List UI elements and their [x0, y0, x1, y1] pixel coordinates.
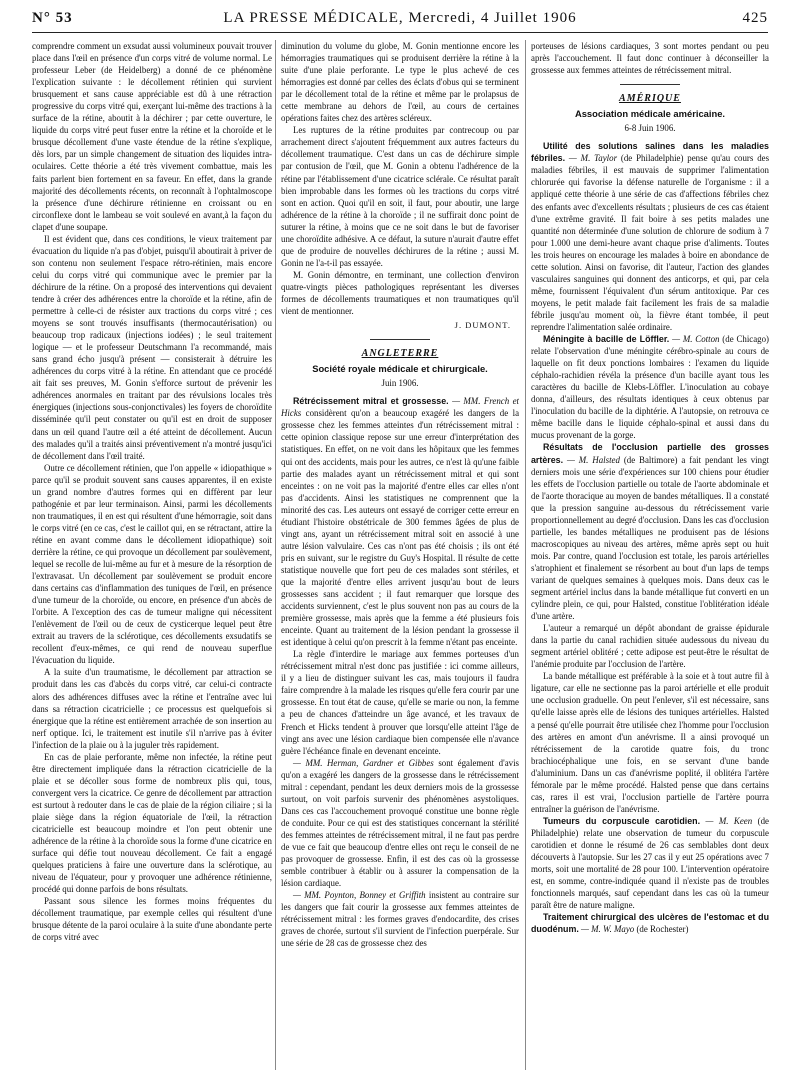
- paragraph: En cas de plaie perforante, même non infectée, la rétine peut être directement impliquée dans la rétraction cicatricielle de la plaie et se décoller sous forme de nombreux plis qui, tous, convergent vers la cicatrice. Ce genre de décollement par attraction est surtout à redouter dans le cas de plaie de la région ciliaire ; si la plaie siège dans la région équatoriale de l'œil, la rétraction cicatricielle est beaucoup moindre et l'on peut obtenir une adhérence de la rétine à la choroïde sous la forme d'une cicatrice en surface qui défie tout nouveau décollement. Ce fait a engagé quelques praticiens à faire une ouverture dans la sclérotique, au niveau de l'équateur, pour y provoquer une adhérence rétinienne, procédé qui donne parfois de bons résultats.: [32, 751, 272, 895]
- session-date: 6-8 Juin 1906.: [624, 123, 676, 134]
- article: [531, 911, 769, 935]
- article-body: considèrent qu'on a beaucoup exagéré les dangers de la grossesse chez les femmes atteintes d'un rétrécissement mitral : cette opinion classique repose sur une erreur d'interprétation des statistiques. En effet, on ne voit dans les hôpitaux que les femmes qui ont des accidents, mais pour les autres, ce n'est là qu'une faible partie des malades ayant un rétrécissement mitral et qui sont enceintes : on ne voit pas la majorité d'entre elles car elles n'ont pas d'accidents. Ainsi les statistiques ne comprennent que la minorité des cas. Les auteurs ont essayé de corriger cette erreur en étudiant l'histoire obstétricale de 300 femmes âgées de plus de vingt ans, ayant un rétrécissement mitral soit en associé à une autre lésion valvulaire. Ces cas n'ont pas été choisis ; ils ont été pris en suivant, sur le registre du Guy's Hospital. Il résulte de cette statistique nouvelle que fort peu de ces malades sont stériles, et que la majorité d'entre elles arrivent jusqu'au bout de leurs grossesses sans accident ; il faut remarquer que lorsque des accidents surviennent, c'est le plus souvent non pas au cours de la première grossesse, mais après que la femme a été plusieurs fois enceinte. Quant au traitement de la lésion pendant la grossesse il est identique à celui qu'on prescrit à la femme n'étant pas enceinte.: [281, 408, 519, 648]
- article: [281, 395, 519, 648]
- society-heading: Association médicale américaine.: [574, 108, 726, 120]
- article-authors: — M. Cotton: [672, 334, 720, 345]
- column-2: [281, 40, 519, 1072]
- issue-number: N° 53: [32, 10, 73, 26]
- society-heading: Société royale médicale et chirurgicale.: [312, 363, 488, 375]
- article-title: Utilité des solutions salines dans les maladies fébriles.: [531, 141, 769, 164]
- journal-title: [32, 10, 768, 27]
- journal-name: LA PRESSE MÉDICALE,: [223, 10, 404, 26]
- article: [531, 140, 769, 333]
- session-date: Juin 1906.: [381, 378, 419, 389]
- paragraph: La règle d'interdire le mariage aux femmes porteuses d'un rétrécissement mitral n'est donc pas justifiée : ici comme ailleurs, il y a lieu de distinguer suivant les cas, mais toujours il faudra faire comprendre à la malade les risques qu'elle fera courir par une grossesse. En tout état de cause, qu'elle se marie ou non, la femme a peu de chances d'atteindre un âge avancé, et les travaux de French et Hicks tendent à prouver que lorsqu'elle atteint l'âge de vingt ans avec une lésion cardiaque bien compensée elle n'avance guère l'échéance finale en devenant enceinte.: [281, 649, 519, 756]
- section-heading: AMÉRIQUE: [619, 93, 681, 105]
- article-body: (de Philadelphie) pense qu'au cours des maladies fébriles, il est mauvais de supprimer l'alimentation chlorurée qui favorise la défense naturelle de l'organisme : il a appliqué cette théorie à une série de cas d'affections fébriles chez des enfants avec d'excellents résultats ; plusieurs de ces cas étaient d'une extrême gravité. Il fait boire à ses petits malades une quantité non déterminée d'une solution de chlorure de sodium à 7 pour 1.000 une demi-heure avant chaque prise d'aliments. Toutes les trois heures on encourage les malades à boire en abondance de cette solution. Ainsi on favorise, dit l'auteur, l'action des glandes vasculaires sanguines qui donnent des anticorps, et qui, par cela même, fournissent l'équivalent d'un sérum antitoxique. Par ces moyens, le petit malade fait facilement les frais de sa maladie fébrile jusqu'au moment où, la fièvre étant tombée, il peut reprendre l'alimentation salée ordinaire.: [531, 153, 769, 332]
- paragraph: Outre ce décollement rétinien, que l'on appelle « idiopathique » parce qu'il se produit souvent sans causes apparentes, il en existe un grand nombre d'autres formes qui en diffèrent par leur pathogénie et par leur terminaison. Ainsi, parmi les décollements non traumatiques, il en est qui résultent d'une hémorragie, soit dans le corps vitré (en ce cas, c'est le caillot qui, en se rétractant, attire la rétine en avant comme dans le décollement idiopathique) soit derrière la rétine, ce qui provoque un décollement par soulèvement, lequel se recolle de lui-même au fur et à mesure de la résorption de l'extravasat. Un décollement par soulèvement se produit encore dans certains cas d'inflammation des tuniques de l'œil, en présence d'une tumeur de la choroïde, ou encore, en présence d'un abcès de l'orbite. A l'exception des cas de tumeur maligne qui nécessitent l'enlèvement de l'œil ou de ceux de cysticerque lequel peut être extrait au travers de la sclérotique, ces décollements exsudatifs se recollent d'eux-mêmes, ce qui rend de nouveau superflue l'évacuation du liquide.: [32, 462, 272, 666]
- paragraph: comprendre comment un exsudat aussi volumineux pouvait trouver place dans l'œil en présence d'un corps vitré de volume normal. Le professeur Leber (de Heidelberg) a donné de ce phénomène l'explication suivante : le décollement rétinien qui survient brusquement et sans cause appréciable est dû à une rétraction progressive du corps vitré qui, exerçant lui-même des tractions à la surface de la rétine, aboutit à la déchirer ; par cette ouverture, le liquide du corps vitré peut fuser entre la rétine et la choroïde et le brusque décollement d'une vaste étendue de la rétine s'explique, dès lors, par un simple changement de situation des liquides intra-oculaires. Cette théorie a été très vivement combattue, mais les faits parlent bien fortement en sa faveur. En effet, dans la grande majorité des décollements récents, on reconnaît à l'ophtalmoscope la présence d'une déchirure rétinienne en croissant ou en circonflexe dont le lambeau se voit soulevé en avant,à la façon du clapet d'une soupape.: [32, 41, 272, 232]
- article: [531, 333, 769, 441]
- article-authors: — M. W. Mayo: [581, 924, 635, 935]
- article-body: (de Baltimore) a fait pendant les vingt derniers mois une série d'expériences sur 100 chiens pour étudier les effets de l'occlusion partielle ou totale de l'aorte abdominale et de l'aorte thoracique au moyen de bandes métalliques. Il a constaté que la pression sanguine au-dessous du rétrécissement varie proportionnellement au degré d'occlusion. Dans les cas d'occlusion partielle, les bandes métalliques ne produisent pas de lésions macroscopiques au niveau des artères, même après sept ou huit mois. Par contre, quand l'occlusion est totale, les parois artérielles s'atrophient et finalement se résorbent au bout d'un laps de temps variant de quelques semaines à quelques mois. Dans deux cas le segment artériel inclus dans la bande métallique fut converti en un cylindre plein, ce qui, pour Halsted, constitue l'oblitération idéale d'une artère.: [531, 454, 769, 622]
- paragraph: Les ruptures de la rétine produites par contrecoup ou par arrachement direct s'ajoutent fréquemment aux autres facteurs du décollement traumatique. C'est dans un cas de déchirure simple par contusion de l'œil, que M. Gonin a obtenu l'adhérence de la rétine par l'établissement d'une cicatrice sclérale. Ce résultat paraît bien improbable dans les formes où les tractions du corps vitré sont en action. Quoi qu'il en soit, il faut, pour aboutir, une large adhérence de la rétine à la choroïde ; il ne suffirait donc point de suturer la rétine, à moins que ce ne soit dans le but de favoriser une choroïdite adhésive. A ce défaut, la suture n'aurait d'autre effet que de produire de nouvelles déchirures de la rétine ; aussi M. Gonin ne l'a-t-il pas essayée.: [281, 125, 519, 268]
- section-rule: [370, 339, 430, 340]
- paragraph: Il est évident que, dans ces conditions, le vieux traitement par évacuation du liquide n'a pas d'objet, puisqu'il aboutirait à priver de son contenu non seulement l'espace rétro-rétinien, mais encore celui du corps vitré qui communique avec le premier par la déchirure de la rétine. On a proposé des interventions qui devaient tendre à créer des adhérences entre la choroïde et la rétine, afin de permettre à celle-ci de résister aux tractions du corps vitré ; ces moyens se sont trouvés insuffisants (thermocautérisation) ou beaucoup trop radicaux (injections iodées) ; le seul traitement logique — et le professeur Deutschmann l'a recommandé, mais sans grand écho jusqu'à présent — consisterait à détruire les adhérences du corps vitré à la rétine. En attendant que ce procédé ait fait ses preuves, M. Gonin s'efforce surtout de prévenir les adhérences anormales en traitant par des révulsions locales très énergiques (injections sous-conjonctivales) les foyers de choroïdite disséminée qu'il peut constater ou qu'il est en droit de supposer dans un œil quand l'autre œil a été atteint de décollement. Aucun des malades qu'il a traités ainsi préventivement n'a montré jusqu'ici de décollement dans l'œil traité.: [32, 233, 272, 461]
- section-heading: ANGLETERRE: [361, 348, 439, 360]
- paragraph: porteuses de lésions cardiaques, 3 sont mortes pendant ou peu après l'accouchement. Il faut donc continuer à déconseiller la grossesse aux femmes atteintes de rétrécissement mitral.: [531, 41, 769, 76]
- article-body: (de Chicago) relate l'observation d'une méningite cérébro-spinale au cours de laquelle on fit deux ponctions lombaires : l'examen du liquide céphalo-rachidien révéla la présence d'un bacille ayant tous les caractères du bacille de Klebs-Löffler. L'inoculation au cobaye donna, d'ailleurs, des résultats identiques à ceux obtenus par l'inoculation du bacille de la diphtérie. A l'autopsie, on retrouva ce même bacille dans le liquide céphalo-spinal et aussi dans du mucus provenant de la gorge.: [531, 334, 769, 441]
- paragraph: A la suite d'un traumatisme, le décollement par attraction se produit dans les cas d'abcès du corps vitré, car celui-ci contracte alors des adhérences diffuses avec la rétine et l'entraîne avec lui dans sa rétraction cicatricielle ; ce processus est quelquefois si énergique que la rétine est entièrement arrachée de son insertion au nerf optique. Ici, le traitement est inutile s'il n'arrive pas à éviter l'infection de la plaie ou à la juguler très rapidement.: [32, 667, 272, 750]
- column-divider: [275, 40, 276, 1070]
- article-authors: — M. Keen: [705, 815, 753, 826]
- column-divider: [525, 40, 526, 1070]
- paragraph: M. Gonin démontre, en terminant, une collection d'environ quatre-vingts pièces pathologiques représentant les diverses formes de décollements traumatiques et non traumatiques qu'il vient de mentionner.: [281, 269, 519, 317]
- article-authors: — MM. Herman, Gardner et Gibbes: [293, 757, 434, 768]
- article: [531, 815, 769, 911]
- paragraph: L'auteur a remarqué un dépôt abondant de graisse épidurale dans la partie du canal rachidien située audessous du niveau du segment artériel oblitéré ; cette adipose est peut-être le résultat de l'anémie produite par l'occlusion de l'artère.: [531, 623, 769, 670]
- page-header: [32, 10, 768, 32]
- article-body: (de Rochester): [636, 924, 689, 935]
- article: [281, 889, 519, 949]
- author-signature: J. DUMONT.: [454, 320, 511, 331]
- article-title: Méningite à bacille de Löffler.: [543, 334, 670, 345]
- page-number: 425: [742, 10, 768, 26]
- article-title: Résultats de l'occlusion partielle des grosses artères.: [531, 442, 769, 465]
- article-body: insistent au contraire sur les dangers que fait courir la grossesse aux femmes atteintes de rétrécissement mitral : les formes graves d'endocardite, des crises graves de chorée, surtout s'il survient de l'infection puerpérale. Sur une série de 28 cas de grossesse chez des: [281, 890, 519, 949]
- article-title: Traitement chirurgical des ulcères de l'estomac et du duodénum.: [531, 912, 769, 935]
- article: [281, 757, 519, 890]
- paragraph: diminution du volume du globe, M. Gonin mentionne encore les hémorragies traumatiques qui se produisent derrière la rétine à la suite d'une plaie perforante. Le type le plus achevé de ces hémorragies est donné par celles des éclats d'obus qui se terminent par le décollement total de la rétine et même par le prolapsus de cette membrane au dehors de l'œil, au cours de certaines opérations faites chez des artères scléreux.: [281, 41, 519, 124]
- article-authors: — M. Taylor: [568, 153, 618, 164]
- article: [531, 441, 769, 622]
- column-1: [32, 40, 272, 1072]
- paragraph: Passant sous silence les formes moins fréquentes du décollement traumatique, par exemple celles qui résultent d'une brusque détente de la paroi oculaire à la suite d'une abondante perte de corps vitré avec: [32, 896, 272, 943]
- issue-date: Mercredi, 4 Juillet 1906: [408, 10, 577, 26]
- column-3: [531, 40, 769, 1072]
- article-title: Tumeurs du corpuscule carotidien.: [543, 815, 701, 826]
- article-body: (de Philadelphie) relate une observation de tumeur du corpuscule carotidien et donne le résumé de 26 cas semblables dont deux découverts à l'autopsie. Sur les 27 cas il y eut 25 opérations avec 7 morts, soit une mortalité de 28 pour 100. L'intervention opératoire est, en somme, contre-indiquée quand il n'existe pas de troubles fonctionnels marqués, sauf cependant dans les cas où la tumeur paraît être de nature maligne.: [531, 815, 769, 911]
- article-authors: — MM. French et Hicks: [281, 396, 519, 419]
- article-title: Rétrécissement mitral et grossesse.: [293, 396, 449, 407]
- article-body: sont également d'avis qu'on a exagéré les dangers de la grossesse dans le rétrécissement mitral : cependant, pendant les deux derniers mois de la grossesse surtout, on voit parfois survenir des phénomènes asystoliques. Dans ces cas l'accouchement provoqué constitue une bonne règle de conduite. Pour ce qui est des statistiques concernant la stérilité des femmes atteintes de rétrécissement mitral, il ne faut pas perdre de vue ce fait que beaucoup d'entre elles ont reçu le conseil de ne pas provoquer de grossesse. Enfin, il est des cas où la grossesse semble contribuer à établir ou à assurer la compensation de la lésion cardiaque.: [281, 757, 519, 889]
- section-rule: [620, 84, 680, 85]
- header-rule: [32, 32, 768, 33]
- article-authors: — M. Halsted: [566, 454, 620, 465]
- article-authors: — MM. Poynton, Bonney et Griffith: [293, 890, 426, 901]
- paragraph: La bande métallique est préférable à la soie et à tout autre fil à ligature, car elle ne sectionne pas la paroi artérielle et elle produit une occlusion graduelle. On peut l'enlever, s'il est nécessaire, sans qu'elle laisse après elle de lésions des tuniques artérielles. Halsted a pensé qu'elle pourrait être utilisée chez l'homme pour l'occlusion des artères en amont d'un anévrisme. Il a ainsi provoqué un rétrécissement de la carotide quatre fois, du tronc brachiocéphalique une fois, en se servant d'une bande d'aluminium. Dans un cas d'anévrisme poplité, il oblitéra l'artère fémorale par le même procédé. Halsted pense que dans certains cas, rares il est vrai, l'occlusion partielle de l'artère pourra entraîner la guérison de l'anévrisme.: [531, 671, 769, 814]
